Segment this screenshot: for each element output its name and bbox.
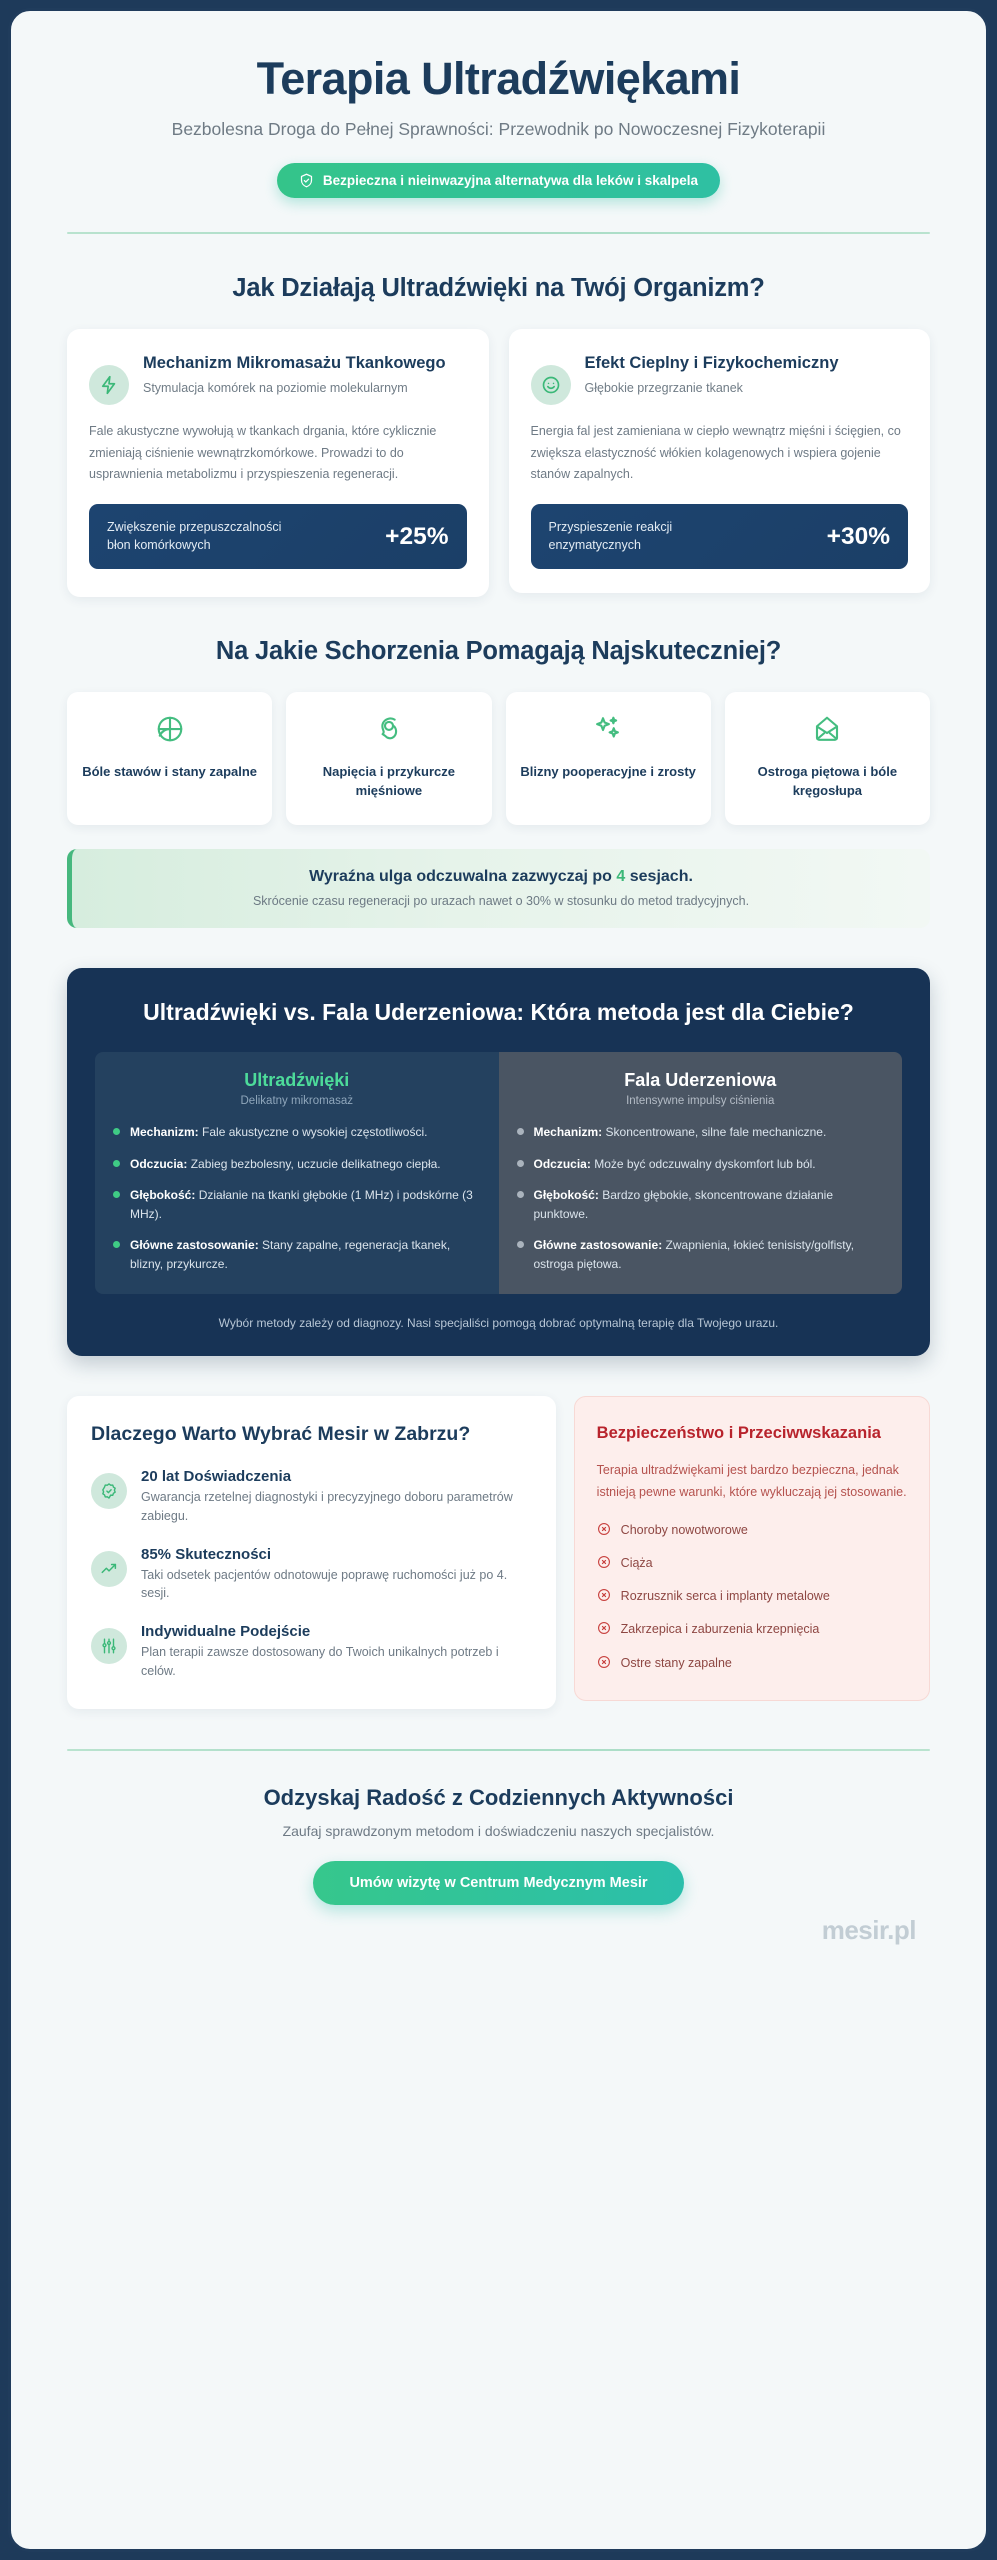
- why-choose-panel: [67, 1396, 556, 1709]
- comparison-term: Główne zastosowanie:: [130, 1238, 259, 1253]
- page-subtitle: Bezbolesna Droga do Pełnej Sprawności: Przewodnik po Nowoczesnej Fizykoterapii: [171, 118, 826, 139]
- mechanism-card-title: Mechanizm Mikromasażu Tkankowego: [143, 354, 446, 373]
- safety-badge: [277, 163, 720, 198]
- why-item-text: Taki odsetek pacjentów odnotowuje poprawę ruchomości już po 4. sesji.: [141, 1567, 508, 1601]
- mechanism-card-title: Efekt Cieplny i Fizykochemiczny: [584, 354, 839, 373]
- comparison-term: Głębokość:: [130, 1188, 196, 1203]
- highlight-prefix: Wyraźna ulga odczuwalna zazwyczaj po: [309, 868, 617, 886]
- highlight-suffix: sesjach.: [625, 868, 693, 886]
- comparison-term: Główne zastosowanie:: [533, 1238, 663, 1253]
- contraindication-label: Rozrusznik serca i implanty metalowe: [620, 1589, 830, 1604]
- comparison-term: Odczucia:: [533, 1156, 591, 1171]
- brand-watermark: mesir.pl: [821, 1914, 916, 1945]
- comparison-list-item: [517, 1123, 885, 1142]
- comparison-title: Ultradźwięki vs. Fala Uderzeniowa: Która metoda jest dla Ciebie?: [143, 999, 854, 1026]
- mechanism-stat-label: Przyspieszenie reakcji enzymatycznych: [548, 519, 673, 552]
- comparison-term: Mechanizm:: [533, 1125, 603, 1140]
- comparison-footnote: Wybór metody zależy od diagnozy. Nasi specjaliści pomogą dobrać optymalną terapię dla Twojego urazu.: [218, 1315, 779, 1330]
- comparison-column-ultrasound: [95, 1052, 499, 1294]
- comparison-list-item: [517, 1236, 885, 1273]
- joint-pie-icon: [155, 714, 185, 749]
- book-appointment-button[interactable]: Umów wizytę w Centrum Medycznym Mesir: [313, 1861, 683, 1905]
- why-item-title: 20 lat Doświadczenia: [141, 1468, 292, 1486]
- conditions-section-title: Na Jakie Schorzenia Pomagają Najskuteczniej?: [215, 637, 782, 666]
- comparison-column-name: Ultradźwięki: [244, 1070, 350, 1091]
- sparkles-icon: [593, 714, 623, 749]
- condition-card: [725, 692, 930, 825]
- trending-up-icon: [91, 1551, 127, 1587]
- bottom-panels: [67, 1396, 930, 1709]
- x-circle-icon: [597, 1621, 611, 1640]
- mechanism-card-subtitle: Głębokie przegrzanie tkanek: [584, 381, 743, 396]
- badge-check-icon: [91, 1473, 127, 1509]
- heel-envelope-icon: [812, 714, 842, 749]
- page-title: Terapia Ultradźwiękami: [256, 53, 741, 104]
- why-item: [91, 1468, 532, 1526]
- x-circle-icon: [597, 1588, 611, 1607]
- why-item-title: Indywidualne Podejście: [141, 1623, 311, 1641]
- highlight-banner: [67, 849, 930, 928]
- why-item-text: Plan terapii zawsze dostosowany do Twoich unikalnych potrzeb i celów.: [141, 1645, 499, 1678]
- safety-badge-label: Bezpieczna i nieinwazyjna alternatywa dla leków i skalpela: [322, 173, 699, 189]
- contraindications-list: [597, 1521, 907, 1674]
- comparison-list: [517, 1123, 885, 1274]
- comparison-text: Bardzo głębokie, skoncentrowane działanie punktowe.: [533, 1188, 834, 1221]
- condition-card-label: Blizny pooperacyjne i zrosty: [520, 764, 696, 780]
- condition-card-label: Napięcia i przykurcze mięśniowe: [322, 764, 455, 799]
- condition-card: [286, 692, 491, 825]
- contraindication-item: [597, 1654, 907, 1674]
- footer-section: [67, 1751, 930, 1905]
- comparison-list-item: [517, 1186, 885, 1223]
- mechanism-card-subtitle: Stymulacja komórek na poziomie molekularnym: [143, 381, 408, 396]
- highlight-number: 4: [616, 868, 626, 886]
- condition-card: [67, 692, 272, 825]
- mechanism-stat-value: +25%: [385, 522, 449, 550]
- comparison-term: Mechanizm:: [130, 1125, 199, 1140]
- comparison-text: Działanie na tkanki głębokie (1 MHz) i podskórne (3 MHz).: [130, 1188, 473, 1221]
- safety-panel: [574, 1396, 930, 1701]
- comparison-text: Stany zapalne, regeneracja tkanek, blizny, przykurcze.: [130, 1238, 451, 1271]
- safety-title: Bezpieczeństwo i Przeciwwskazania: [596, 1423, 881, 1442]
- comparison-term: Odczucia:: [130, 1156, 188, 1171]
- mechanism-card-body: Energia fal jest zamieniana w ciepło wewnątrz mięśni i ścięgien, co zwiększa elastyczność włókien kolagenowych i wspiera gojenie stanów zapalnych.: [530, 424, 901, 482]
- highlight-line-1: [92, 868, 910, 886]
- comparison-list-item: [113, 1155, 481, 1174]
- mechanism-stat-label: Zwiększenie przepuszczalności błon komórkowych: [107, 519, 282, 552]
- mechanism-stat-value: +30%: [826, 522, 890, 550]
- comparison-text: Zwapnienia, łokieć tenisisty/golfisty, ostroga piętowa.: [533, 1238, 855, 1271]
- highlight-line-2: Skrócenie czasu regeneracji po urazach nawet o 30% w stosunku do metod tradycyjnych.: [252, 894, 750, 909]
- comparison-column-subtitle: Intensywne impulsy ciśnienia: [626, 1095, 775, 1108]
- contraindication-item: [597, 1521, 907, 1541]
- condition-card-label: Bóle stawów i stany zapalne: [82, 764, 258, 780]
- mechanism-card-body: Fale akustyczne wywołują w tkankach drgania, które cyklicznie zmieniają ciśnienie wewnątrzkomórkowe. Prowadzi to do usprawnienia metabolizmu i przyspieszenia regeneracji.: [89, 424, 437, 482]
- footer-title: Odzyskaj Radość z Codziennych Aktywności: [263, 1784, 734, 1810]
- comparison-column-name: Fala Uderzeniowa: [624, 1070, 777, 1091]
- comparison-list-item: [113, 1186, 481, 1223]
- comparison-column-subtitle: Delikatny mikromasaż: [240, 1095, 353, 1108]
- x-circle-icon: [597, 1522, 611, 1541]
- footer-subtitle: Zaufaj sprawdzonym metodom i doświadczeniu naszych specjalistów.: [282, 1822, 715, 1839]
- comparison-columns: [95, 1052, 902, 1294]
- mechanism-cards: [67, 329, 930, 597]
- mechanism-card-header: [531, 353, 909, 405]
- mechanism-card-header: [89, 353, 467, 405]
- contraindication-label: Ciąża: [620, 1556, 653, 1571]
- why-item-title: 85% Skuteczności: [141, 1545, 272, 1563]
- condition-card-label: Ostroga piętowa i bóle kręgosłupa: [757, 764, 898, 799]
- condition-card: [506, 692, 711, 825]
- x-circle-icon: [597, 1655, 611, 1674]
- sliders-icon: [91, 1628, 127, 1664]
- comparison-list-item: [517, 1155, 885, 1174]
- comparison-section: [67, 968, 930, 1355]
- contraindication-label: Choroby nowotworowe: [620, 1523, 748, 1538]
- mechanism-section-title: Jak Działają Ultradźwięki na Twój Organizm?: [232, 274, 765, 303]
- comparison-text: Może być odczuwalny dyskomfort lub ból.: [590, 1156, 816, 1171]
- lightning-bolt-icon: [89, 365, 129, 405]
- mechanism-stat-box: [89, 504, 467, 570]
- comparison-text: Fale akustyczne o wysokiej częstotliwości.: [198, 1125, 428, 1140]
- why-choose-title: Dlaczego Warto Wybrać Mesir w Zabrzu?: [91, 1422, 471, 1445]
- why-item: [91, 1623, 532, 1681]
- comparison-list-item: [113, 1123, 481, 1142]
- mechanism-card: [509, 329, 931, 593]
- comparison-list-item: [113, 1236, 481, 1273]
- comparison-column-shockwave: [499, 1052, 903, 1294]
- divider-top: [67, 232, 930, 234]
- mechanism-stat-box: [531, 504, 909, 570]
- contraindication-label: Ostre stany zapalne: [620, 1655, 732, 1670]
- muscle-head-icon: [374, 714, 404, 749]
- infographic-frame: [8, 8, 989, 2552]
- why-item-text: Gwarancja rzetelnej diagnostyki i precyzyjnego doboru parametrów zabiegu.: [141, 1490, 513, 1523]
- x-circle-icon: [597, 1555, 611, 1574]
- contraindication-item: [597, 1554, 907, 1574]
- smiley-face-icon: [531, 365, 571, 405]
- contraindication-item: [597, 1587, 907, 1607]
- mechanism-card: [67, 329, 489, 597]
- shield-check-icon: [299, 173, 314, 188]
- contraindication-item: [597, 1620, 907, 1640]
- hero-section: [67, 45, 930, 234]
- comparison-term: Głębokość:: [533, 1188, 599, 1203]
- why-item: [91, 1546, 532, 1604]
- comparison-text: Skoncentrowane, silne fale mechaniczne.: [602, 1125, 827, 1140]
- contraindication-label: Zakrzepica i zaburzenia krzepnięcia: [620, 1622, 820, 1637]
- comparison-text: Zabieg bezbolesny, uczucie delikatnego ciepła.: [187, 1156, 441, 1171]
- comparison-list: [113, 1123, 481, 1274]
- conditions-cards: [67, 692, 930, 825]
- safety-intro: Terapia ultradźwiękami jest bardzo bezpieczna, jednak istnieją pewne warunki, które wykluczają jej stosowanie.: [596, 1463, 907, 1499]
